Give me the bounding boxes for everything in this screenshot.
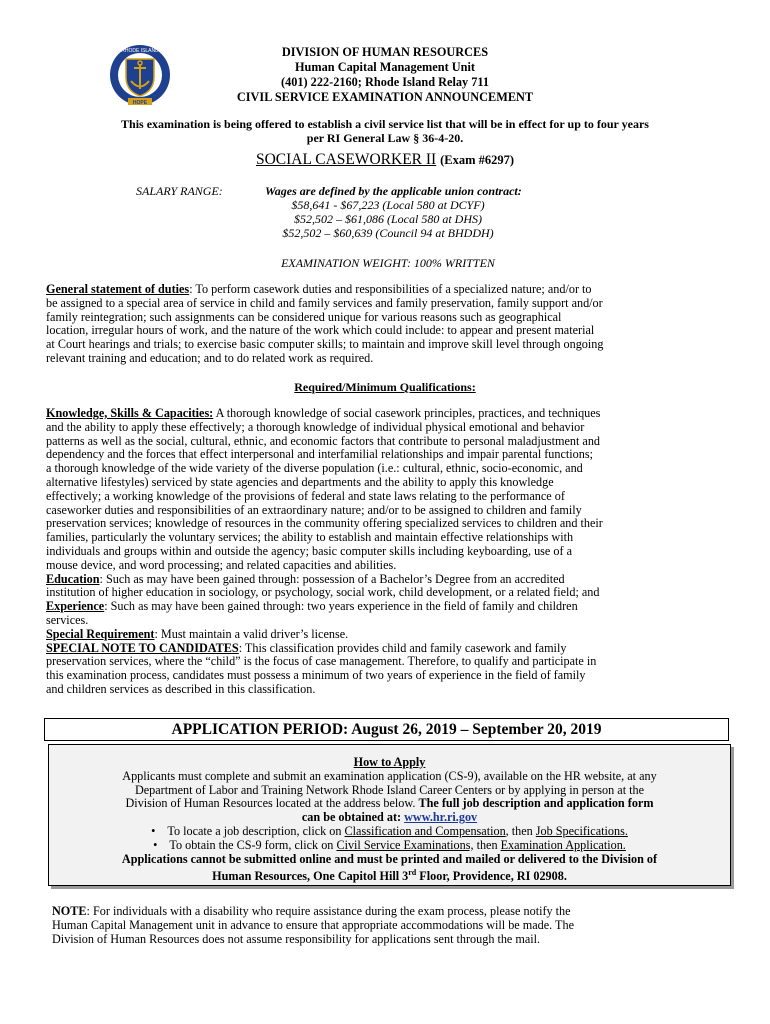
ksc-line: a thorough knowledge of the wide variety of the diverse population (i.e.: cultural, ethnic, socio-economic, and [46,461,583,476]
bullet-text: then [473,837,501,852]
duties-line: be assigned to a special area of service in child and family services and family preservation, family support and/or [46,295,603,310]
classification-compensation-link[interactable]: Classification and Compensation [344,823,506,838]
bullet-job-description [49,825,730,839]
ksc-line: individuals and groups within and outside the agency; basic computer skills including keyboarding, use of a [46,543,572,558]
education-label: Education [46,571,100,586]
ksc-line: effectively; a working knowledge of the provisions of federal and state laws relating to the performance of [46,488,565,503]
header-announcement: CIVIL SERVICE EXAMINATION ANNOUNCEMENT [236,90,534,104]
special-requirement-label: Special Requirement [46,626,155,641]
note-line: : For individuals with a disability who require assistance during the exam process, please notify the [86,904,571,918]
note-line: Division of Human Resources does not assume responsibility for applications sent through the mail. [52,931,541,946]
examination-weight: EXAMINATION WEIGHT: 100% WRITTEN [281,256,495,270]
header-division: DIVISION OF HUMAN RESOURCES [281,45,489,59]
application-period: APPLICATION PERIOD: August 26, 2019 – September 20, 2019 [44,718,729,741]
qualifications-heading: Required/Minimum Qualifications: [294,380,476,394]
bullet-icon: • [153,837,158,852]
ksc-line: preservation services; knowledge of resources in the community offering specialized services to children and their [46,516,603,531]
address-sup: rd [408,868,417,878]
duties-section [46,283,726,366]
ksc-line: A thorough knowledge of social casework principles, practices, and techniques [213,406,601,420]
address-text: Floor, Providence, RI 02908. [416,869,567,884]
ksc-line: patterns as well as the social, cultural, ethnic, and economic factors that contribute to personal maladjustment and [46,433,601,448]
examination-application-link[interactable]: Examination Application. [500,837,626,852]
seal-top-text: RHODE ISLAND [121,48,159,54]
ksc-line: families, particularly the voluntary services; the ability to establish and maintain effective relationships with [46,530,574,545]
duties-line: family reintegration; such assignments can be considered unique for various reasons such as geographical [46,309,562,324]
duties-line: relevant training and education; and to do related work as required. [46,350,374,365]
intro-line-1: This examination is being offered to establish a civil service list that will be in effect for up to four years [121,117,649,131]
exam-number: (Exam #6297) [440,153,515,167]
special-note-line: this examination process, candidates must possess a minimum of two years of experience in the field of family [46,668,586,683]
ksc-line: dependency and the forces that effect interpersonal and interfamilial relationships and impair parental functions; [46,447,593,462]
how-to-apply-line: Applicants must complete and submit an examination application (CS-9), available on the HR website, at any [122,768,657,783]
experience-line: services. [46,612,89,627]
bullet-cs9-form [49,839,730,853]
note-line: Human Capital Management unit in advance to ensure that appropriate accommodations will be made. The [52,917,574,932]
ksc-line: caseworker duties and responsibilities of an extraordinary nature; and/or to be assigned to children and family [46,502,582,517]
ksc-line: and the ability to apply these effectively; a thorough knowledge of individual physical emotional and behavior [46,419,585,434]
salary-range-3: $52,502 – $60,639 (Council 94 at BHDDH) [282,226,494,240]
hr-website-link[interactable]: www.hr.ri.gov [404,810,478,825]
special-requirement-text: : Must maintain a valid driver’s license. [154,626,349,641]
mail-instructions: Applications cannot be submitted online and must be printed and mailed or delivered to the Division of [121,851,658,866]
header-unit: Human Capital Management Unit [294,60,476,74]
special-note-line: : This classification provides child and family casework and family [238,640,567,655]
ksc-line: alternative lifestyles) serviced by state agencies and departments and the ability to apply this knowledge [46,474,554,489]
special-note-line: and children services as described in this classification. [46,681,316,696]
duties-line: location, irregular hours of work, and the nature of the work which could include: to appear and present material [46,323,595,338]
salary-label: SALARY RANGE: [136,184,223,198]
salary-description: Wages are defined by the applicable union contract: [265,184,522,198]
how-to-apply-heading: How to Apply [353,755,426,769]
special-note-label: SPECIAL NOTE TO CANDIDATES [46,640,239,655]
how-to-apply-line: Department of Labor and Training Network Rhode Island Career Centers or by applying in person at the [134,782,645,797]
special-note-line: preservation services, where the “child” is the focus of case management. Therefore, to qualify and participate in [46,654,597,669]
bullet-text: To obtain the CS-9 form, click on [169,837,337,852]
civil-service-examinations-link[interactable]: Civil Service Examinations, [336,837,474,852]
bullet-text: , then [505,823,536,838]
mail-address [49,866,730,884]
salary-range-1: $58,641 - $67,223 (Local 580 at DCYF) [291,198,485,212]
experience-line: : Such as may have been gained through: two years experience in the field of family and children [104,599,578,614]
education-line: institution of higher education in sociology, or psychology, social work, child development, or a related field; and [46,585,600,600]
disability-note [52,905,726,946]
ksc-line: mouse device, and word processing; and related capacities and abilities. [46,557,397,572]
how-to-apply-box [48,744,731,886]
ksc-label: Knowledge, Skills & Capacities: [46,406,214,420]
experience-label: Experience [46,599,105,614]
intro-line-2: per RI General Law § 36-4-20. [306,131,464,145]
job-specifications-link[interactable]: Job Specifications. [535,823,628,838]
bullet-text: To locate a job description, click on [167,823,345,838]
duties-label: General statement of duties [46,282,190,296]
job-title [0,151,770,169]
education-line: : Such as may have been gained through: possession of a Bachelor’s Degree from an accredited [99,571,565,586]
duties-line: : To perform casework duties and responsibilities of a specialized nature; and/or to [189,282,592,296]
note-label: NOTE [52,904,87,918]
salary-range-2: $52,502 – $61,086 (Local 580 at DHS) [294,212,482,226]
qualifications-section [46,407,726,697]
header-phone: (401) 222-2160; Rhode Island Relay 711 [280,75,490,89]
how-to-apply-line: Division of Human Resources located at the address below. [125,796,419,811]
duties-line: at Court hearings and trials; to exercise basic computer skills; to maintain and improve skill level through ongoing [46,337,604,352]
intro-statement [40,117,730,145]
address-text: Human Resources, One Capitol Hill 3 [212,869,409,884]
job-title-name: SOCIAL CASEWORKER II [255,151,437,168]
bullet-icon: • [151,823,156,838]
how-to-apply-line: can be obtained at: [301,810,405,825]
seal-bottom-text: HOPE [132,100,148,106]
how-to-apply-bold: The full job description and application form [418,796,654,811]
